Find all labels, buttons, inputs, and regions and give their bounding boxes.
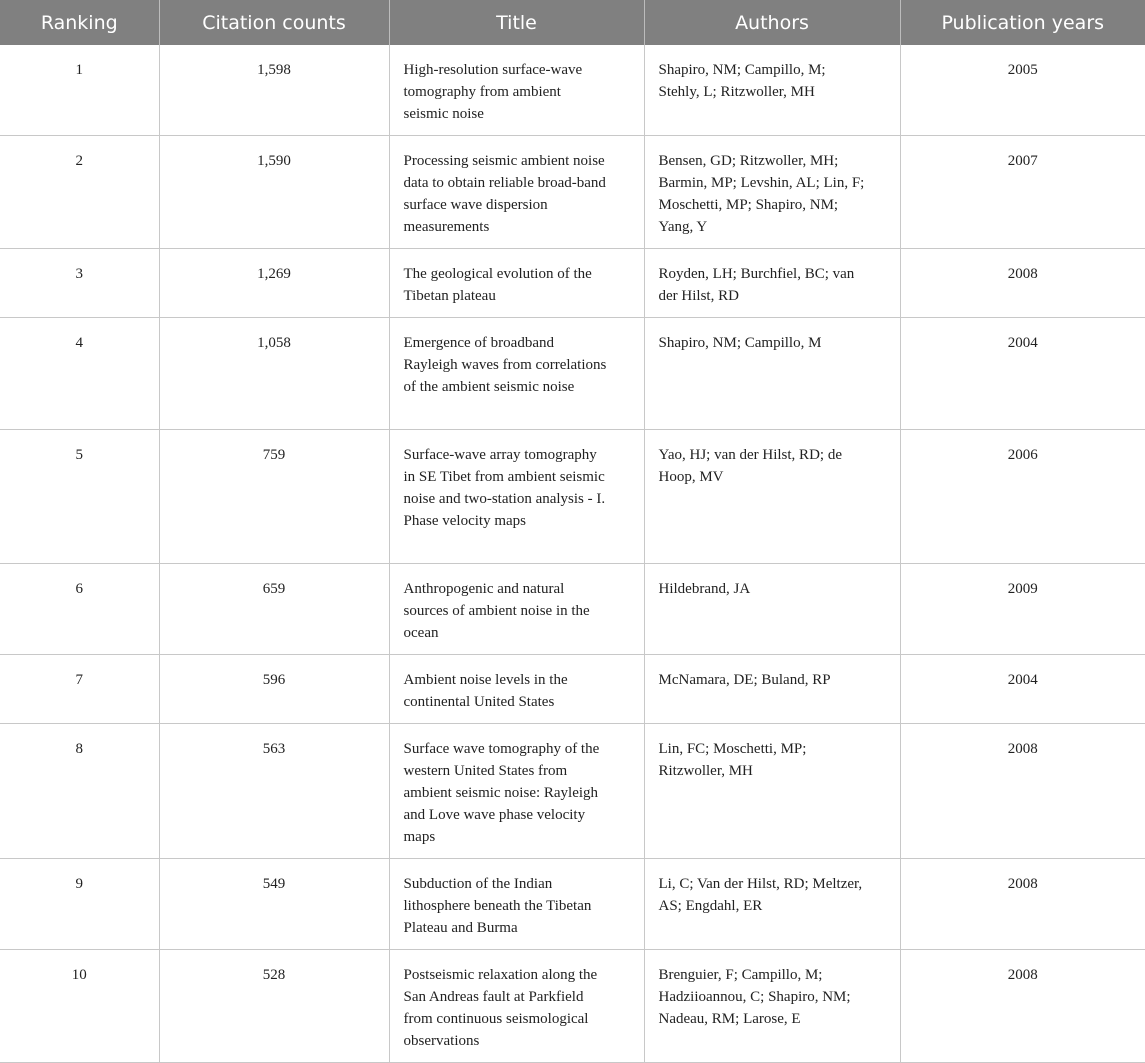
citation-count-cell-text: 596 bbox=[262, 672, 286, 688]
rank-cell-text: 10 bbox=[71, 967, 87, 983]
authors-cell bbox=[644, 430, 900, 564]
authors-cell-text: McNamara, DE; Buland, RP bbox=[658, 672, 831, 688]
citation-count-cell-text: 1,598 bbox=[257, 62, 291, 78]
citation-count-cell bbox=[159, 724, 389, 859]
rank-cell bbox=[0, 318, 159, 430]
header-row bbox=[0, 0, 1145, 45]
citation-count-cell-text: 563 bbox=[262, 741, 286, 757]
table-row bbox=[0, 318, 1145, 430]
header-citation-counts: Citation counts bbox=[159, 0, 389, 45]
citation-count-cell bbox=[159, 45, 389, 136]
title-cell bbox=[389, 430, 644, 564]
rank-cell bbox=[0, 430, 159, 564]
authors-cell-text: Lin, FC; Moschetti, MP; Ritzwoller, MH bbox=[658, 741, 807, 779]
table-row bbox=[0, 45, 1145, 136]
rank-cell-text: 2 bbox=[75, 153, 83, 169]
rank-cell-text: 9 bbox=[75, 876, 83, 892]
title-cell bbox=[389, 564, 644, 655]
publication-year-cell-text: 2004 bbox=[1007, 335, 1038, 351]
citation-count-cell-text: 1,058 bbox=[257, 335, 291, 351]
citation-count-cell bbox=[159, 950, 389, 1063]
rank-cell bbox=[0, 249, 159, 318]
title-cell bbox=[389, 950, 644, 1063]
rank-cell bbox=[0, 45, 159, 136]
rank-cell-text: 6 bbox=[75, 581, 83, 597]
authors-cell-text: Shapiro, NM; Campillo, M bbox=[658, 335, 822, 351]
rank-cell bbox=[0, 136, 159, 249]
title-cell-text: High-resolution surface-wave tomography from ambient seismic noise bbox=[403, 62, 583, 122]
title-cell-text: The geological evolution of the Tibetan plateau bbox=[403, 266, 592, 304]
header-title: Title bbox=[389, 0, 644, 45]
publication-year-cell bbox=[900, 564, 1145, 655]
title-cell bbox=[389, 655, 644, 724]
rank-cell bbox=[0, 724, 159, 859]
authors-cell-text: Shapiro, NM; Campillo, M; Stehly, L; Ritzwoller, MH bbox=[658, 62, 826, 100]
table-row bbox=[0, 249, 1145, 318]
publication-year-cell bbox=[900, 45, 1145, 136]
title-cell-text: Processing seismic ambient noise data to obtain reliable broad-band surface wave dispersion measurements bbox=[403, 153, 606, 235]
authors-cell bbox=[644, 249, 900, 318]
title-cell bbox=[389, 136, 644, 249]
authors-cell-text: Hildebrand, JA bbox=[658, 581, 751, 597]
table-row bbox=[0, 950, 1145, 1063]
authors-cell bbox=[644, 318, 900, 430]
authors-cell-text: Li, C; Van der Hilst, RD; Meltzer, AS; Engdahl, ER bbox=[658, 876, 863, 914]
rank-cell-text: 1 bbox=[75, 62, 83, 78]
header-publication-years: Publication years bbox=[900, 0, 1145, 45]
title-cell bbox=[389, 724, 644, 859]
publication-year-cell bbox=[900, 318, 1145, 430]
rank-cell bbox=[0, 564, 159, 655]
title-cell-text: Anthropogenic and natural sources of ambient noise in the ocean bbox=[403, 581, 590, 641]
title-cell-text: Emergence of broadband Rayleigh waves from correlations of the ambient seismic noise bbox=[403, 335, 607, 395]
rank-cell-text: 7 bbox=[75, 672, 83, 688]
publication-year-cell-text: 2005 bbox=[1007, 62, 1038, 78]
citation-count-cell bbox=[159, 564, 389, 655]
table-row bbox=[0, 564, 1145, 655]
authors-cell-text: Yao, HJ; van der Hilst, RD; de Hoop, MV bbox=[658, 447, 842, 485]
publication-year-cell bbox=[900, 950, 1145, 1063]
title-cell bbox=[389, 249, 644, 318]
citation-count-cell-text: 1,269 bbox=[257, 266, 291, 282]
rank-cell bbox=[0, 950, 159, 1063]
citation-count-cell bbox=[159, 318, 389, 430]
authors-cell-text: Bensen, GD; Ritzwoller, MH; Barmin, MP; Levshin, AL; Lin, F; Moschetti, MP; Shapiro, NM; Yang, Y bbox=[658, 153, 865, 235]
header-ranking: Ranking bbox=[0, 0, 159, 45]
rank-cell bbox=[0, 859, 159, 950]
rank-cell-text: 8 bbox=[75, 741, 83, 757]
table-row bbox=[0, 136, 1145, 249]
title-cell-text: Ambient noise levels in the continental United States bbox=[403, 672, 568, 710]
header-authors: Authors bbox=[644, 0, 900, 45]
table-header bbox=[0, 0, 1145, 45]
publication-year-cell-text: 2009 bbox=[1007, 581, 1038, 597]
title-cell-text: Postseismic relaxation along the San Andreas fault at Parkfield from continuous seismological observations bbox=[403, 967, 598, 1049]
publication-year-cell bbox=[900, 859, 1145, 950]
authors-cell-text: Royden, LH; Burchfiel, BC; van der Hilst, RD bbox=[658, 266, 855, 304]
citation-count-cell bbox=[159, 136, 389, 249]
publication-year-cell bbox=[900, 249, 1145, 318]
publication-year-cell bbox=[900, 430, 1145, 564]
rank-cell bbox=[0, 655, 159, 724]
publication-year-cell-text: 2008 bbox=[1007, 741, 1038, 757]
citation-count-cell-text: 549 bbox=[262, 876, 286, 892]
citation-count-cell bbox=[159, 249, 389, 318]
authors-cell bbox=[644, 655, 900, 724]
authors-cell bbox=[644, 724, 900, 859]
authors-cell bbox=[644, 45, 900, 136]
authors-cell bbox=[644, 136, 900, 249]
authors-cell bbox=[644, 564, 900, 655]
citation-count-cell-text: 759 bbox=[262, 447, 286, 463]
title-cell bbox=[389, 318, 644, 430]
publication-year-cell-text: 2006 bbox=[1007, 447, 1038, 463]
table-row bbox=[0, 655, 1145, 724]
authors-cell bbox=[644, 950, 900, 1063]
publication-year-cell-text: 2008 bbox=[1007, 266, 1038, 282]
citation-count-cell bbox=[159, 859, 389, 950]
publication-year-cell-text: 2008 bbox=[1007, 876, 1038, 892]
publication-year-cell-text: 2008 bbox=[1007, 967, 1038, 983]
publication-year-cell bbox=[900, 136, 1145, 249]
table-row bbox=[0, 724, 1145, 859]
rank-cell-text: 3 bbox=[75, 266, 83, 282]
table-body bbox=[0, 45, 1145, 1063]
title-cell-text: Surface wave tomography of the western United States from ambient seismic noise: Rayleigh and Love wave phase velocity maps bbox=[403, 741, 600, 845]
citation-count-cell-text: 1,590 bbox=[257, 153, 291, 169]
publication-year-cell-text: 2004 bbox=[1007, 672, 1038, 688]
publication-year-cell bbox=[900, 724, 1145, 859]
rank-cell-text: 4 bbox=[75, 335, 83, 351]
table-row bbox=[0, 430, 1145, 564]
title-cell bbox=[389, 45, 644, 136]
authors-cell-text: Brenguier, F; Campillo, M; Hadziioannou, C; Shapiro, NM; Nadeau, RM; Larose, E bbox=[658, 967, 851, 1027]
rank-cell-text: 5 bbox=[75, 447, 83, 463]
title-cell bbox=[389, 859, 644, 950]
authors-cell bbox=[644, 859, 900, 950]
citation-count-cell-text: 659 bbox=[262, 581, 286, 597]
table-row bbox=[0, 859, 1145, 950]
citation-count-cell bbox=[159, 655, 389, 724]
citation-count-cell bbox=[159, 430, 389, 564]
title-cell-text: Surface-wave array tomography in SE Tibet from ambient seismic noise and two-station analysis - I. Phase velocity maps bbox=[403, 447, 606, 529]
publication-year-cell bbox=[900, 655, 1145, 724]
title-cell-text: Subduction of the Indian lithosphere beneath the Tibetan Plateau and Burma bbox=[403, 876, 592, 936]
citation-count-cell-text: 528 bbox=[262, 967, 286, 983]
publication-year-cell-text: 2007 bbox=[1007, 153, 1038, 169]
